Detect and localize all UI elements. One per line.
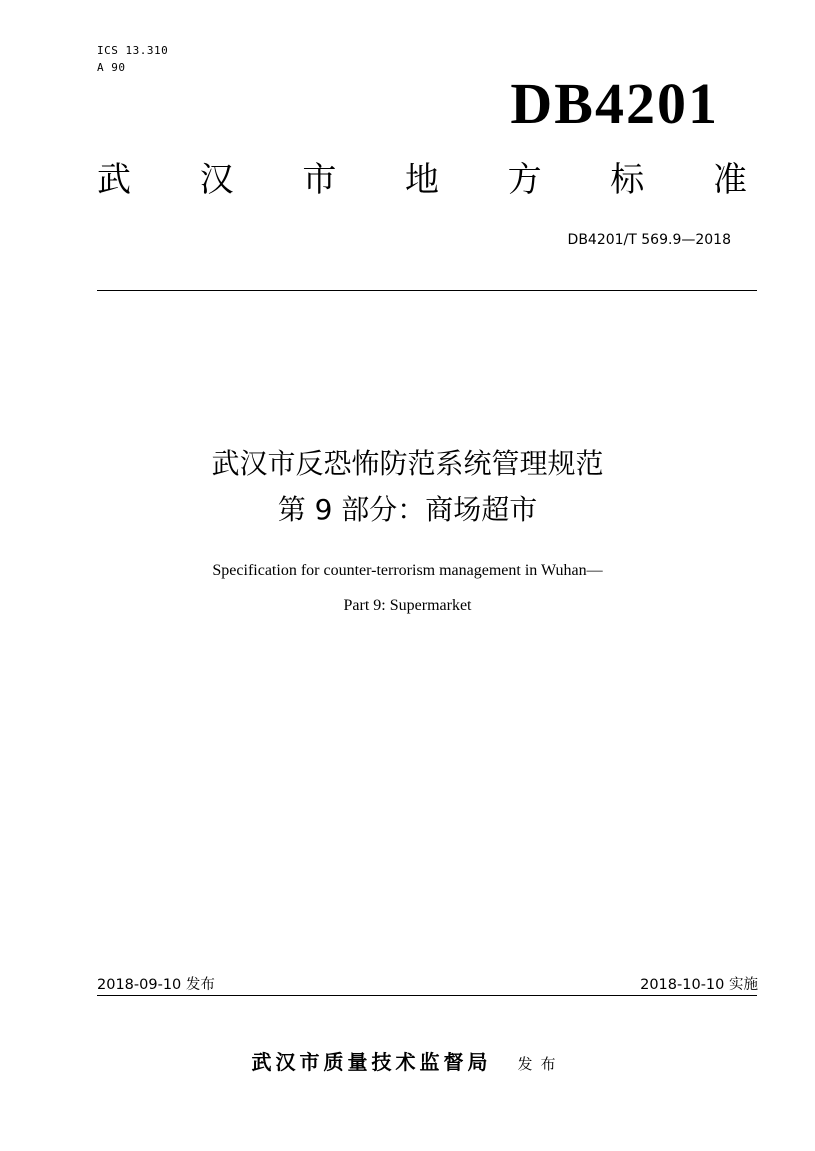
issue-action: 发布 — [517, 1055, 564, 1073]
title-line-1: 武汉市反恐怖防范系统管理规范 — [211, 447, 604, 480]
standard-type-char: 标 — [610, 160, 645, 200]
release-date: 2018-09-10 发布 — [97, 977, 215, 993]
standard-type-char: 地 — [404, 160, 439, 200]
standard-code-mark: DB4201 — [510, 71, 719, 136]
standard-type-char: 准 — [712, 160, 747, 200]
ics-code: ICS 13.310 — [97, 44, 169, 57]
standard-type-char: 方 — [507, 160, 542, 200]
english-title-line-2: Part 9: Supermarket — [343, 597, 472, 614]
ccs-code: A 90 — [97, 61, 126, 74]
english-title-line-1: Specification for counter-terrorism management in Wuhan— — [212, 562, 603, 579]
standard-type-char: 市 — [302, 160, 337, 200]
issuer-name: 武汉市质量技术监督局 — [251, 1050, 492, 1074]
issuer-line — [0, 1046, 815, 1075]
standard-type-heading — [97, 158, 747, 202]
classification-codes — [97, 42, 168, 76]
footer-divider — [97, 995, 757, 996]
standard-type-char: 武 — [97, 160, 131, 200]
standard-type-char: 汉 — [199, 160, 234, 200]
title-line-2: 第 9 部分：商场超市 — [277, 493, 538, 526]
implementation-date: 2018-10-10 实施 — [640, 977, 758, 993]
header-divider — [97, 290, 757, 291]
standard-number: DB4201/T 569.9—2018 — [567, 232, 731, 248]
